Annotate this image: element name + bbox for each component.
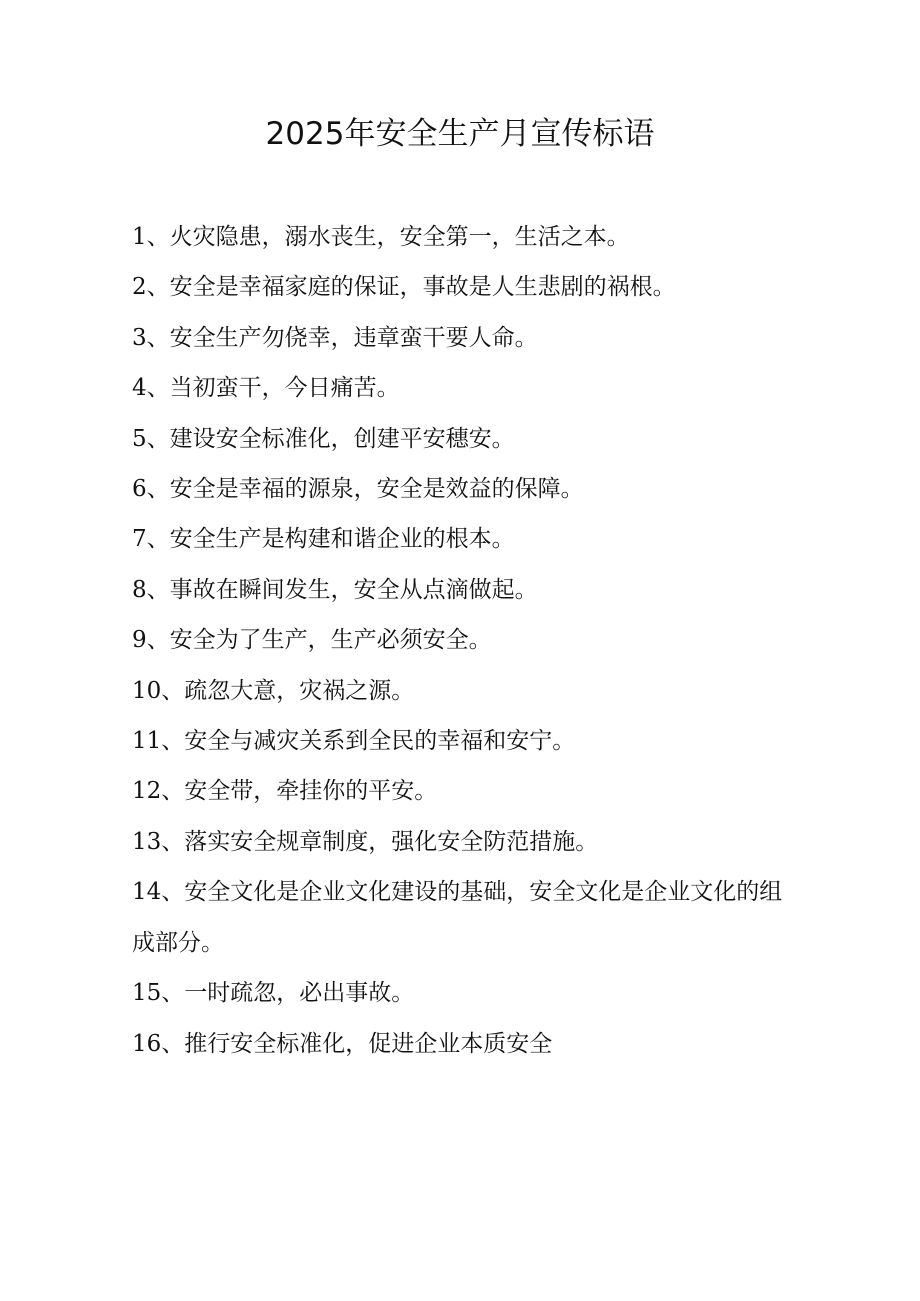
slogan-number: 13 [132,828,162,855]
slogan-separator: 、 [161,677,185,704]
document-title: 2025年安全生产月宣传标语 [265,116,655,152]
slogan-separator: 、 [146,425,170,452]
slogan-text: 一时疏忽，必出事故。 [184,980,415,1007]
slogan-number: 1 [132,224,147,250]
slogan-item-1 [132,212,792,262]
slogan-number: 6 [132,476,147,503]
slogan-item-7 [132,514,792,564]
slogan-item-4 [132,363,792,413]
slogan-number: 10 [132,677,162,704]
slogan-number: 16 [132,1030,162,1057]
slogan-number: 14 [132,879,162,906]
slogan-item-12 [132,766,792,816]
slogan-item-3 [132,313,792,363]
slogan-text: 安全文化是企业文化建设的基础，安全文化是企业文化的组成部分。 [132,879,783,956]
slogan-item-2 [132,262,792,312]
slogan-item-10 [132,666,792,716]
slogan-list [132,212,792,1069]
slogan-separator: 、 [146,224,170,250]
slogan-separator: 、 [161,728,185,755]
slogan-separator: 、 [146,576,170,603]
slogan-separator: 、 [161,980,185,1007]
slogan-number: 7 [132,526,147,553]
slogan-item-13 [132,817,792,867]
slogan-text: 安全是幸福家庭的保证，事故是人生悲剧的祸根。 [169,274,676,301]
slogan-text: 疏忽大意，灾祸之源。 [184,677,415,704]
slogan-text: 安全是幸福的源泉，安全是效益的保障。 [169,476,584,503]
slogan-text: 安全与减灾关系到全民的幸福和安宁。 [184,728,576,755]
slogan-item-9 [132,615,792,665]
slogan-text: 火灾隐患，溺水丧生，安全第一，生活之本。 [169,224,630,250]
slogan-number: 8 [132,576,147,603]
slogan-item-6 [132,464,792,514]
slogan-text: 事故在瞬间发生，安全从点滴做起。 [169,576,538,603]
slogan-separator: 、 [161,828,185,855]
slogan-number: 4 [132,375,147,402]
slogan-separator: 、 [146,375,170,402]
slogan-item-8 [132,565,792,615]
slogan-separator: 、 [161,1030,185,1057]
slogan-item-14 [132,867,792,968]
slogan-text: 当初蛮干，今日痛苦。 [169,375,400,402]
slogan-text: 落实安全规章制度，强化安全防范措施。 [184,828,599,855]
slogan-number: 3 [132,324,147,351]
slogan-number: 2 [132,274,147,301]
slogan-text: 建设安全标准化，创建平安穗安。 [169,425,515,452]
slogan-text: 安全生产是构建和谐企业的根本。 [169,526,515,553]
slogan-item-11 [132,716,792,766]
slogan-separator: 、 [146,476,170,503]
slogan-item-16 [132,1019,792,1069]
slogan-separator: 、 [146,627,170,654]
slogan-separator: 、 [146,324,170,351]
slogan-text: 安全生产勿侥幸，违章蛮干要人命。 [169,324,538,351]
slogan-text: 推行安全标准化，促进企业本质安全 [184,1030,553,1057]
slogan-item-5 [132,414,792,464]
slogan-separator: 、 [146,274,170,301]
slogan-item-15 [132,968,792,1018]
slogan-separator: 、 [146,526,170,553]
slogan-number: 11 [132,728,162,755]
slogan-number: 15 [132,980,162,1007]
slogan-text: 安全为了生产，生产必须安全。 [169,627,492,654]
slogan-number: 5 [132,425,147,452]
slogan-separator: 、 [161,778,185,805]
slogan-number: 12 [132,778,162,805]
slogan-number: 9 [132,627,147,654]
slogan-text: 安全带，牵挂你的平安。 [184,778,438,805]
slogan-separator: 、 [161,879,185,906]
